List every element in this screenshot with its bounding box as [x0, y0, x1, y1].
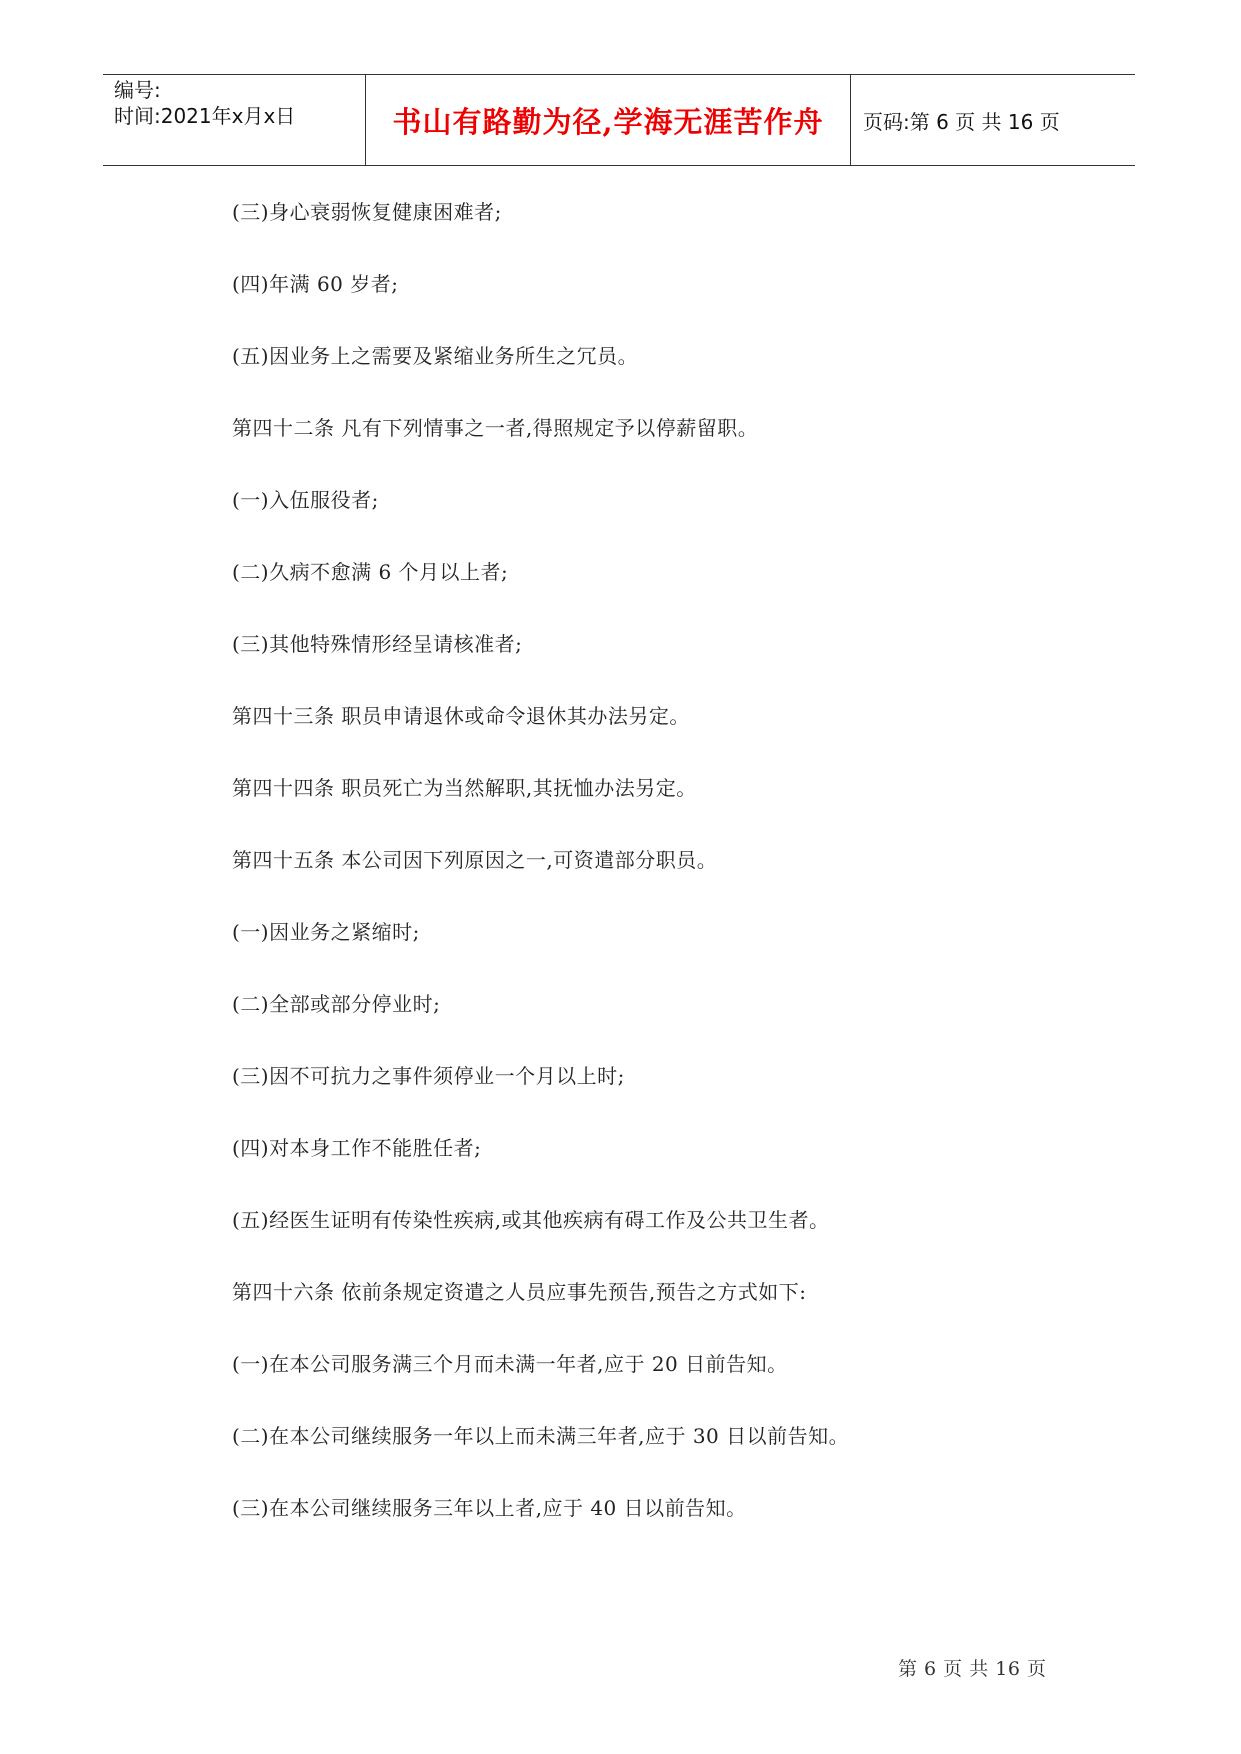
paragraph: (五)经医生证明有传染性疾病,或其他疾病有碍工作及公共卫生者。: [232, 1208, 830, 1232]
date-label: 时间:2021年x月x日: [114, 104, 296, 128]
paragraph: (五)因业务上之需要及紧缩业务所生之冗员。: [232, 344, 639, 368]
page-header: [103, 74, 1135, 166]
paragraph: (二)全部或部分停业时;: [232, 992, 441, 1016]
paragraph: (二)久病不愈满 6 个月以上者;: [232, 560, 509, 584]
article-heading: 第四十三条 职员申请退休或命令退休其办法另定。: [232, 704, 690, 728]
paragraph: (一)因业务之紧缩时;: [232, 920, 420, 944]
header-meta-cell: [103, 75, 366, 165]
paragraph: (三)身心衰弱恢复健康困难者;: [232, 200, 502, 224]
paragraph: (四)年满 60 岁者;: [232, 272, 399, 296]
paragraph: (四)对本身工作不能胜任者;: [232, 1136, 482, 1160]
article-heading: 第四十五条 本公司因下列原因之一,可资遣部分职员。: [232, 848, 718, 872]
paragraph: (二)在本公司继续服务一年以上而未满三年者,应于 30 日以前告知。: [232, 1424, 850, 1448]
paragraph: (一)入伍服役者;: [232, 488, 379, 512]
article-heading: 第四十四条 职员死亡为当然解职,其抚恤办法另定。: [232, 776, 697, 800]
header-slogan-cell: [366, 75, 851, 165]
paragraph: (三)在本公司继续服务三年以上者,应于 40 日以前告知。: [232, 1496, 747, 1520]
paragraph: (一)在本公司服务满三个月而未满一年者,应于 20 日前告知。: [232, 1352, 788, 1376]
article-heading: 第四十二条 凡有下列情事之一者,得照规定予以停薪留职。: [232, 416, 759, 440]
serial-number-label: 编号:: [114, 78, 161, 102]
slogan-text: 书山有路勤为径,学海无涯苦作舟: [392, 104, 824, 139]
header-page-number: 页码:第 6 页 共 16 页: [863, 109, 1060, 134]
page-footer: 第 6 页 共 16 页: [898, 1658, 1047, 1680]
header-page-cell: [851, 75, 1135, 165]
article-heading: 第四十六条 依前条规定资遣之人员应事先预告,预告之方式如下:: [232, 1280, 807, 1304]
paragraph: (三)因不可抗力之事件须停业一个月以上时;: [232, 1064, 625, 1088]
paragraph: (三)其他特殊情形经呈请核准者;: [232, 632, 523, 656]
